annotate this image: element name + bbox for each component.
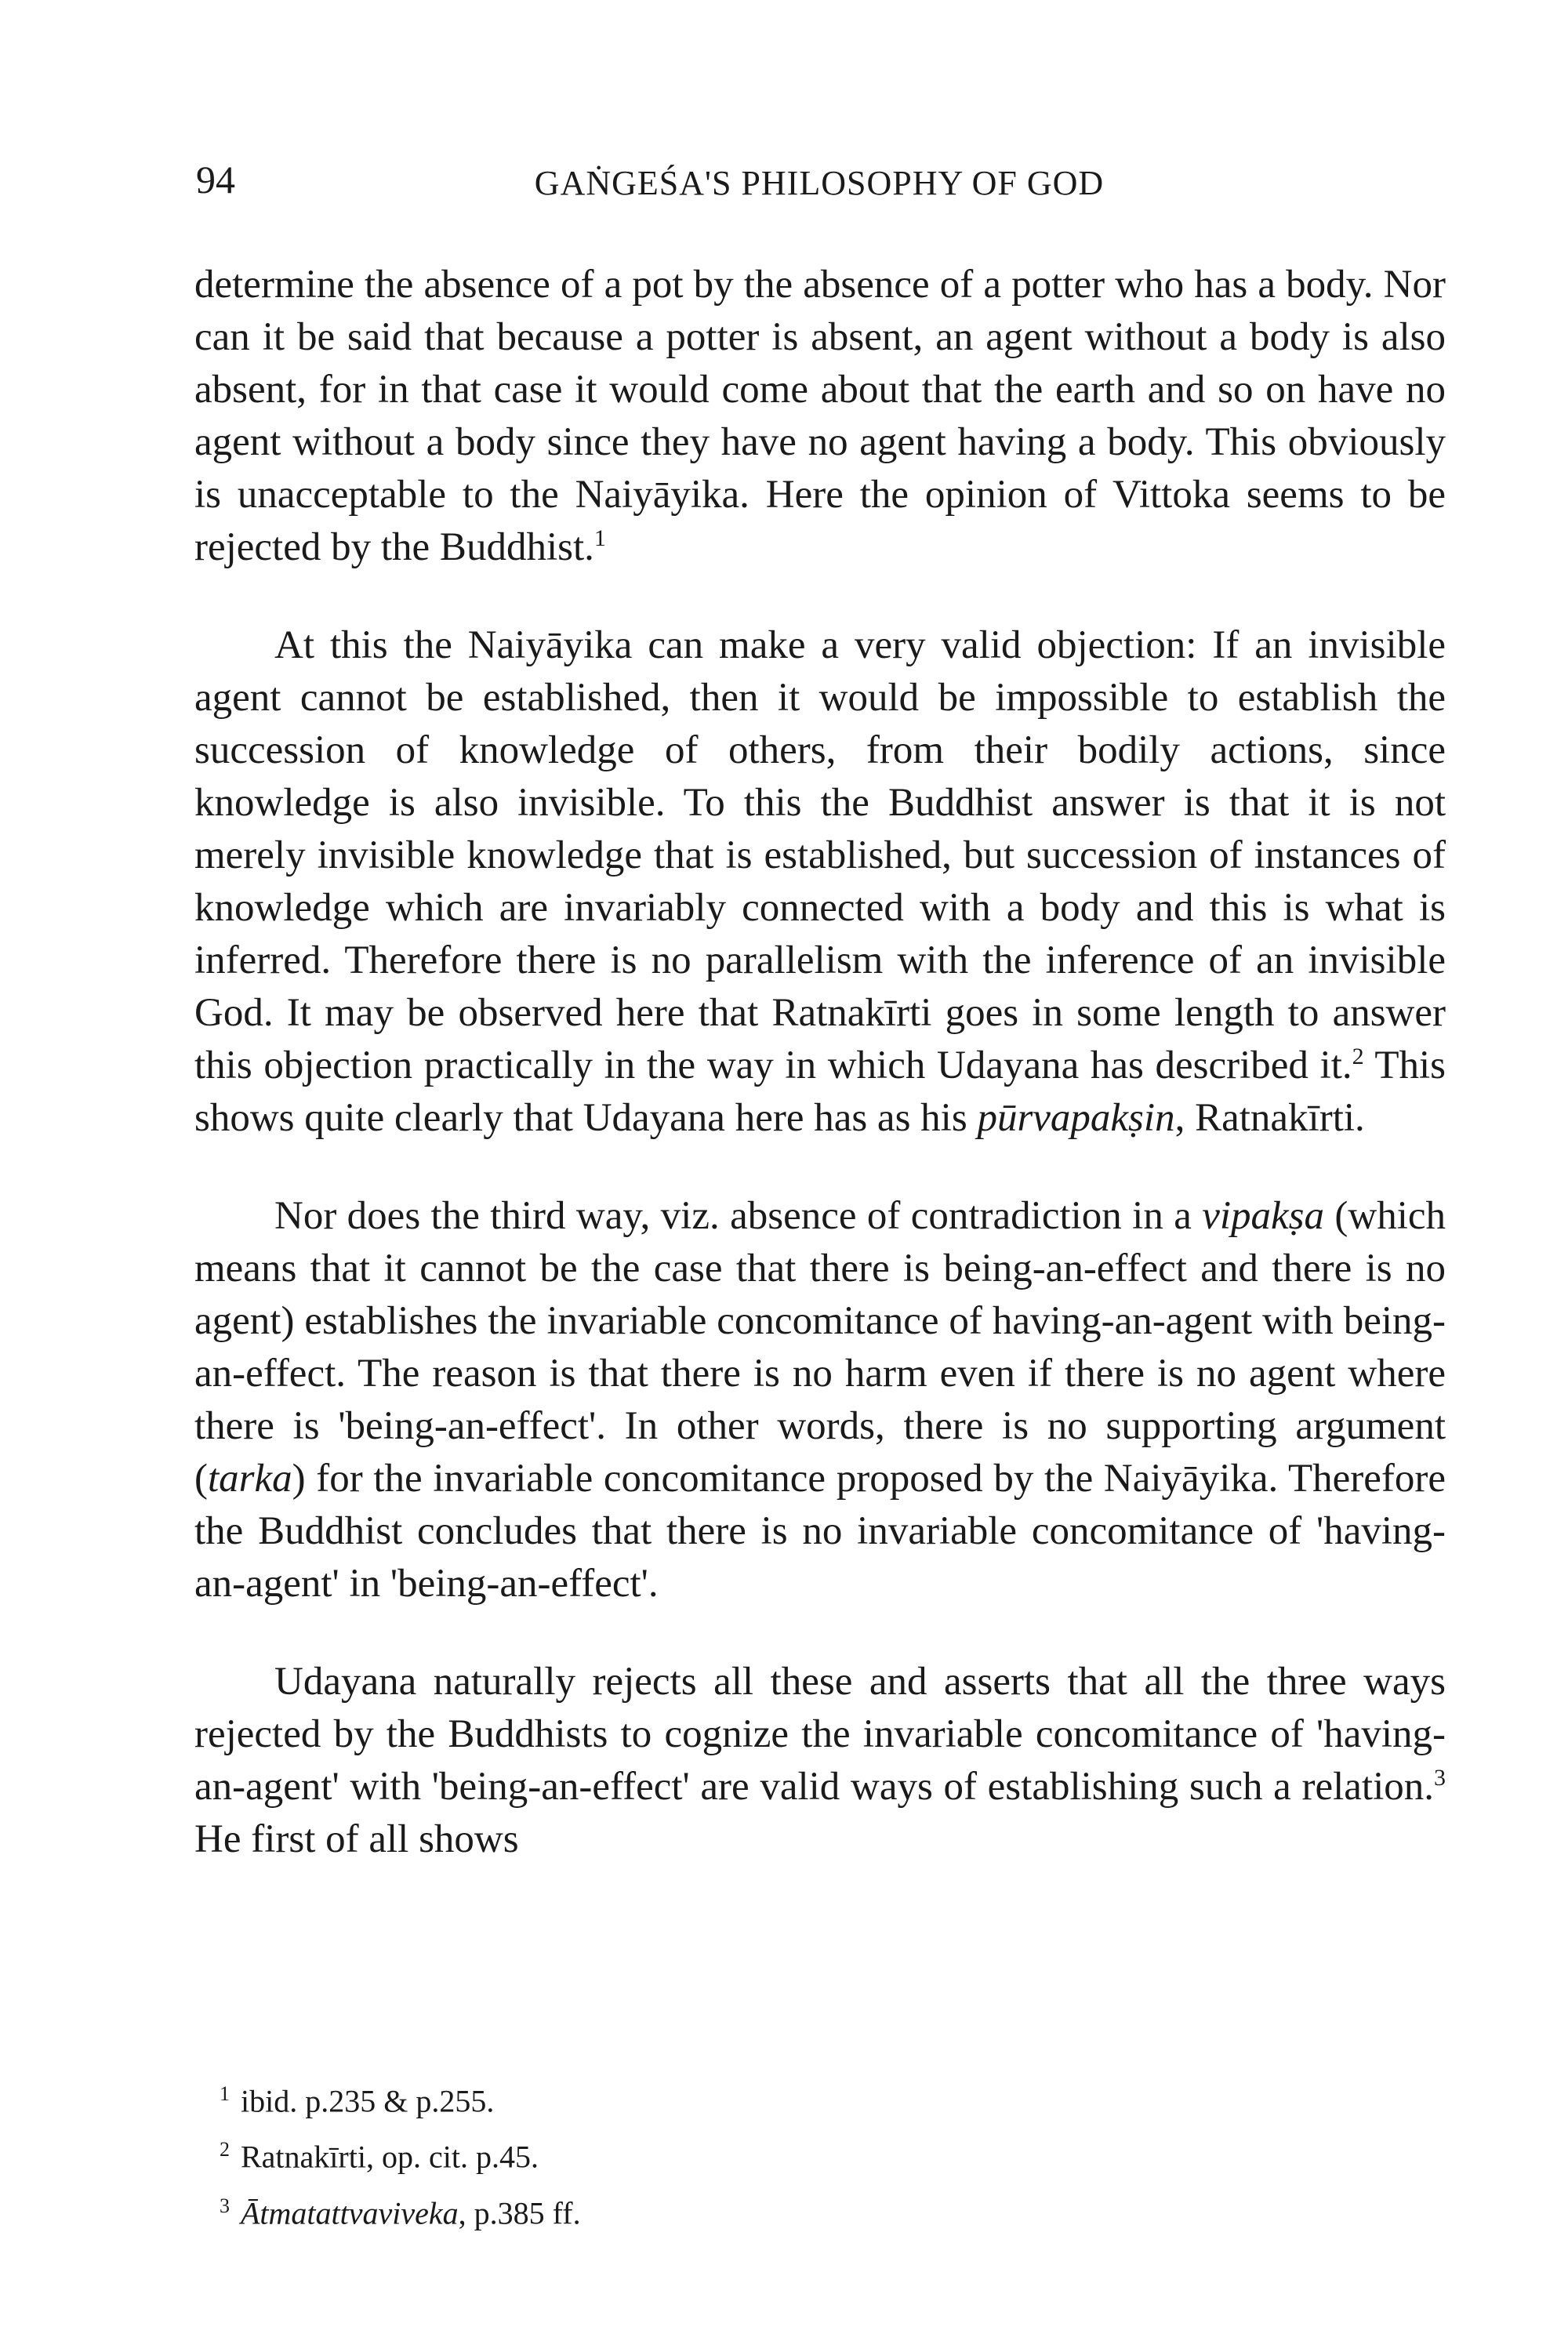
paragraph-text: (which means that it cannot be the case that there is being-an-effect and there is no agent) establishes the invariable concomitance of having-an-agent with being-an-effect. The reason is that there is no harm even if there is no agent where there is 'being-an-effect'. In other words, there is no supporting argument ( [194, 1194, 1446, 1501]
paragraph-text: determine the absence of a pot by the absence of a potter who has a body. Nor can it be said that because a potter is absent, an agent without a body is also absent, for in that case it would come about that the earth and so on have no agent without a body since they have no agent having a body. This obviously is unacceptable to the Naiyāyika. Here the opinion of Vittoka seems to be rejected by the Buddhist. [194, 263, 1446, 569]
footnote-text: , p.385 ff. [458, 2194, 581, 2230]
footnotes [220, 2070, 1317, 2238]
italic-term: pūrvapakṣin [977, 1096, 1175, 1140]
footnote-ref: 1 [593, 525, 606, 551]
italic-term: vipakṣa [1202, 1194, 1325, 1238]
body-text [194, 259, 1446, 1911]
footnote-mark: 2 [220, 2138, 230, 2161]
footnote [220, 2070, 1317, 2125]
paragraph-text: He first of all shows [194, 1817, 519, 1861]
paragraph-text: At this the Naiyāyika can make a very valid objection: If an invisible agent cannot be established, then it would be impossible to establish the succession of knowledge of others, from their bodily actions, since knowledge is also invisible. To this the Buddhist answer is that it is not merely invisible knowledge that is established, but succession of instances of knowledge which are invariably connected with a body and this is what is inferred. Therefore there is no parallelism with the inference of an invisible God. It may be observed here that Ratnakīrti goes in some length to answer this objection practically in the way in which Udayana has described it. [194, 623, 1446, 1087]
running-title: GAṄGEŚA'S PHILOSOPHY OF GOD [534, 164, 1105, 202]
footnote-text: ibid. p.235 & p.255. [241, 2083, 495, 2119]
footnote-mark: 1 [220, 2082, 230, 2105]
footnote-italic: Ātmatattvaviveka [241, 2194, 459, 2230]
paragraph-4 [194, 1656, 1446, 1866]
paragraph-text: Udayana naturally rejects all these and asserts that all the three ways rejected by the Buddhists to cognize the invariable concomitance of 'having-an-agent' with 'being-an-effect' are valid ways of establishing such a relation. [194, 1660, 1446, 1809]
paragraph-2 [194, 619, 1446, 1145]
paragraph-1 [194, 259, 1446, 574]
paragraph-text: ) for the invariable concomitance proposed by the Naiyāyika. Therefore the Buddhist concludes that there is no invariable concomitance of 'having-an-agent' in 'being-an-effect'. [194, 1457, 1446, 1606]
footnote-mark: 3 [220, 2194, 230, 2217]
paragraph-3 [194, 1190, 1446, 1610]
footnote [220, 2125, 1317, 2181]
footnote-ref: 2 [1352, 1044, 1364, 1069]
footnote-ref: 3 [1434, 1765, 1446, 1791]
italic-term: tarka [207, 1457, 292, 1501]
footnote-text: Ratnakīrti, op. cit. p.45. [241, 2139, 539, 2175]
paragraph-text: This shows quite clearly that Udayana here has as his [194, 1044, 1446, 1140]
paragraph-text: Nor does the third way, viz. absence of contradiction in a [274, 1194, 1203, 1238]
paragraph-text: , Ratnakīrti. [1174, 1096, 1365, 1140]
page-header [196, 157, 1443, 227]
page-number: 94 [196, 158, 235, 201]
footnote [220, 2182, 1317, 2238]
